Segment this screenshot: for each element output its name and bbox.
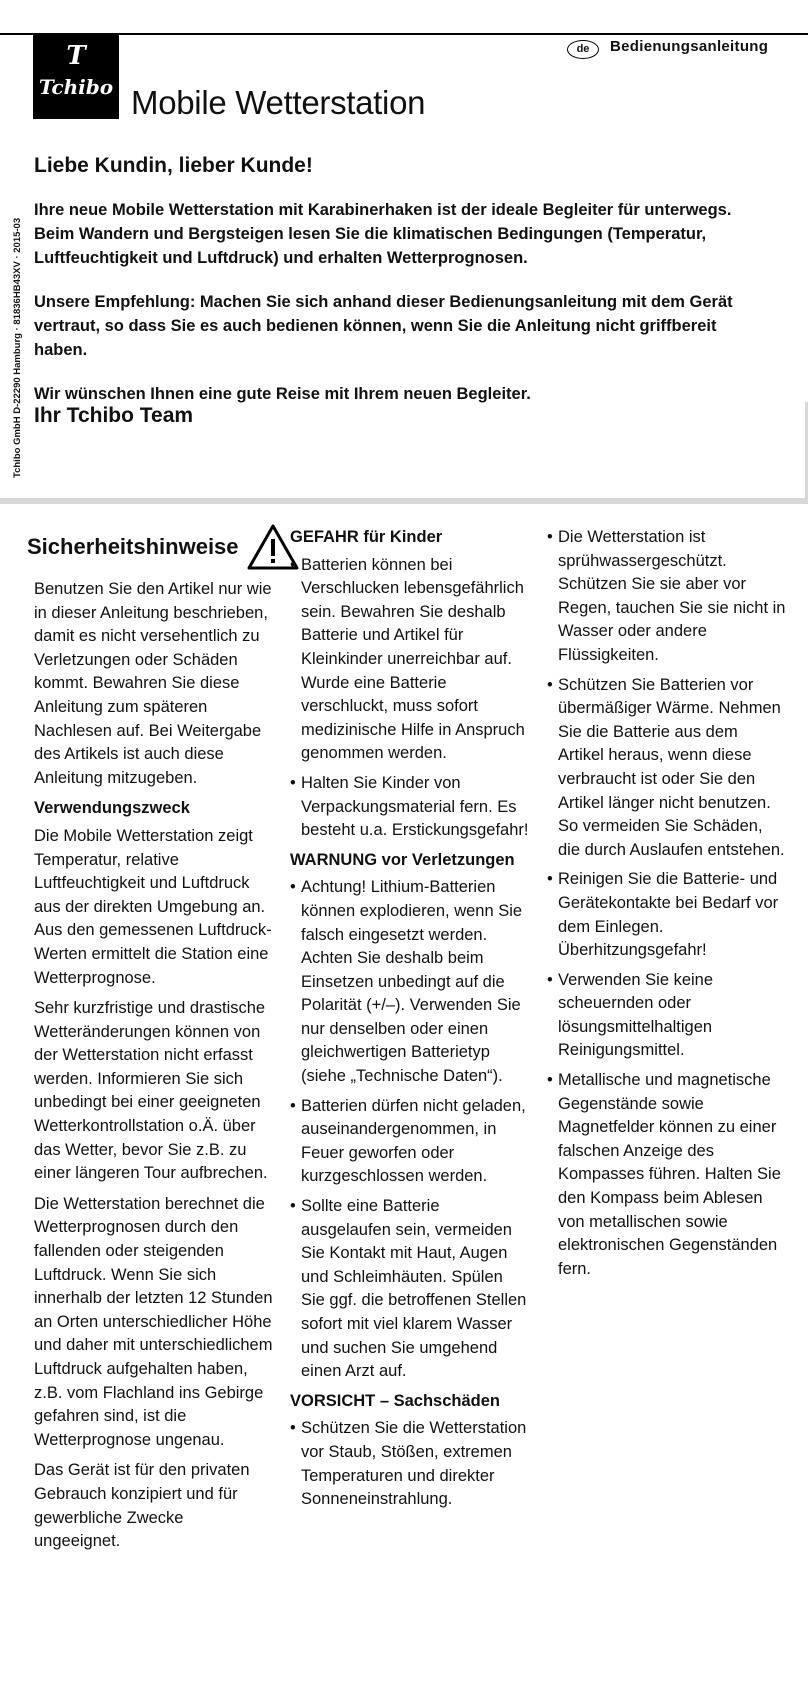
safety-paragraph: Das Gerät ist für den privaten Gebrauch konzipiert und für gewerbliche Zwecke ungeeignet.: [34, 1461, 250, 1551]
signoff: Ihr Tchibo Team: [34, 404, 194, 427]
safety-title: Sicherheitshinweise: [27, 534, 239, 559]
safety-paragraph: Benutzen Sie den Artikel nur wie in dieser Anleitung beschrieben, damit es nicht versehentlich zu Verletzungen oder Schäden kommt. Bewahren Sie diese Anleitung zum späteren Nachlesen auf. Bei Weitergabe des Artikels ist auch diese Anleitung mitzugeben.: [34, 580, 272, 787]
safety-paragraph: Die Wetterstation berechnet die Wetterprognosen durch den fallenden oder steigenden Luftdruck. Wenn Sie sich innerhalb der letzten 12 Stunden an Orten unterschiedlicher Höhe und daher mit unterschiedlichem Luftdruck aufgehalten haben, z.B. vom Flachland ins Gebirge gefahren sind, ist die Wetterprognose ungenau.: [34, 1194, 273, 1449]
list-item: • Batterien dürfen nicht geladen, auseinandergenommen, in Feuer geworfen oder kurzgeschlossen werden.: [290, 1095, 530, 1189]
injury-warning-heading: WARNUNG vor Verletzungen: [290, 850, 515, 869]
list-item: • Achtung! Lithium-Batterien können explodieren, wenn Sie falsch eingesetzt werden. Achten Sie deshalb beim Einsetzen unbedingt auf die Polarität (+/–). Verwenden Sie nur denselben oder einen gleichwertigen Batterietyp (siehe „Technische Daten“).: [290, 876, 530, 1088]
safety-paragraph: Die Mobile Wetterstation zeigt Temperatur, relative Luftfeuchtigkeit und Luftdruck aus der direkten Umgebung an. Aus den gemessenen Luftdruck-Werten ermittelt die Station eine Wetterprognose.: [34, 826, 272, 987]
list-item: • Metallische und magnetische Gegenstände sowie Magnetfelder können zu einer falschen Anzeige des Kompasses führen. Halten Sie den Kompass beim Ablesen von metallischen sowie elektronischen Gegenständen fern.: [547, 1069, 787, 1281]
children-danger-list: [290, 554, 530, 843]
safety-column-2: [290, 526, 530, 1518]
damage-caution-heading: VORSICHT – Sachschäden: [290, 1391, 500, 1410]
logo-mark: T: [66, 41, 86, 71]
list-item: • Reinigen Sie die Batterie- und Gerätekontakte bei Bedarf vor dem Einlegen. Überhitzungsgefahr!: [547, 868, 787, 962]
logo-wordmark: Tchibo: [38, 75, 114, 99]
children-danger-heading: GEFAHR für Kinder: [290, 528, 443, 546]
header-rule: [0, 33, 808, 35]
safety-column-1: [34, 526, 274, 1561]
intro-text: [34, 198, 769, 426]
damage-caution-list: [290, 1417, 530, 1511]
greeting-heading: Liebe Kundin, lieber Kunde!: [34, 154, 313, 177]
list-item: • Die Wetterstation ist sprühwassergeschützt. Schützen Sie sie aber vor Regen, tauchen Sie sie nicht in Wasser oder andere Flüssigkeiten.: [547, 526, 787, 668]
document-type-label: Bedienungsanleitung: [610, 38, 769, 55]
list-item: • Schützen Sie Batterien vor übermäßiger Wärme. Nehmen Sie die Batterie aus dem Artikel heraus, wenn diese verbraucht ist oder Sie den Artikel länger nicht benutzen. So vermeiden Sie Schäden, die durch Auslaufen entstehen.: [547, 674, 787, 863]
intro-paragraph: Ihre neue Mobile Wetterstation mit Karabinerhaken ist der ideale Begleiter für unterwegs. Beim Wandern und Bergsteigen lesen Sie die klimatischen Bedingungen (Temperatur, Luftfeuchtigkeit und Luftdruck) und erhalten Wetterprognosen.: [34, 201, 732, 267]
list-item: • Schützen Sie die Wetterstation vor Staub, Stößen, extremen Temperaturen und direkter Sonneneinstrahlung.: [290, 1417, 530, 1511]
imprint-vertical: Tchibo GmbH D-22290 Hamburg · 81836HB43XV · 2015-03: [12, 217, 23, 478]
intro-paragraph: Wir wünschen Ihnen eine gute Reise mit Ihrem neuen Begleiter.: [34, 385, 531, 403]
intro-paragraph: Unsere Empfehlung: Machen Sie sich anhand dieser Bedienungsanleitung mit dem Gerät vertraut, so dass Sie es auch bedienen können, wenn Sie die Anleitung nicht griffbereit haben.: [34, 293, 733, 359]
safety-list: [547, 526, 787, 1281]
injury-warning-list: [290, 876, 530, 1383]
list-item: • Verwenden Sie keine scheuernden oder lösungsmittelhaltigen Reinigungsmittel.: [547, 969, 787, 1063]
box-bottom-rule: [0, 498, 808, 504]
list-item: • Batterien können bei Verschlucken lebensgefährlich sein. Bewahren Sie deshalb Batterie und Artikel für Kleinkinder unerreichbar auf. Wurde eine Batterie verschluckt, muss sofort medizinische Hilfe in Anspruch genommen werden.: [290, 554, 530, 766]
safety-paragraph: Sehr kurzfristige und drastische Wetteränderungen können von der Wetterstation nicht erfasst werden. Informieren Sie sich unbedingt bei einer geeigneten Wetterkontrollstation o.Ä. über das Wetter, bevor Sie z.B. zu einer längeren Tour aufbrechen.: [34, 999, 268, 1183]
safety-column-3: [547, 526, 787, 1287]
page-title: Mobile Wetterstation: [131, 84, 426, 121]
list-item: • Sollte eine Batterie ausgelaufen sein, vermeiden Sie Kontakt mit Haut, Augen und Schleimhäuten. Spülen Sie ggf. die betroffenen Stellen sofort mit viel klarem Wasser und suchen Sie umgehend einen Arzt auf.: [290, 1195, 530, 1384]
tchibo-logo: [33, 35, 119, 119]
language-badge: de: [567, 40, 599, 59]
list-item: • Halten Sie Kinder von Verpackungsmaterial fern. Es besteht u.a. Erstickungsgefahr!: [290, 772, 530, 843]
purpose-heading: Verwendungszweck: [34, 799, 190, 818]
